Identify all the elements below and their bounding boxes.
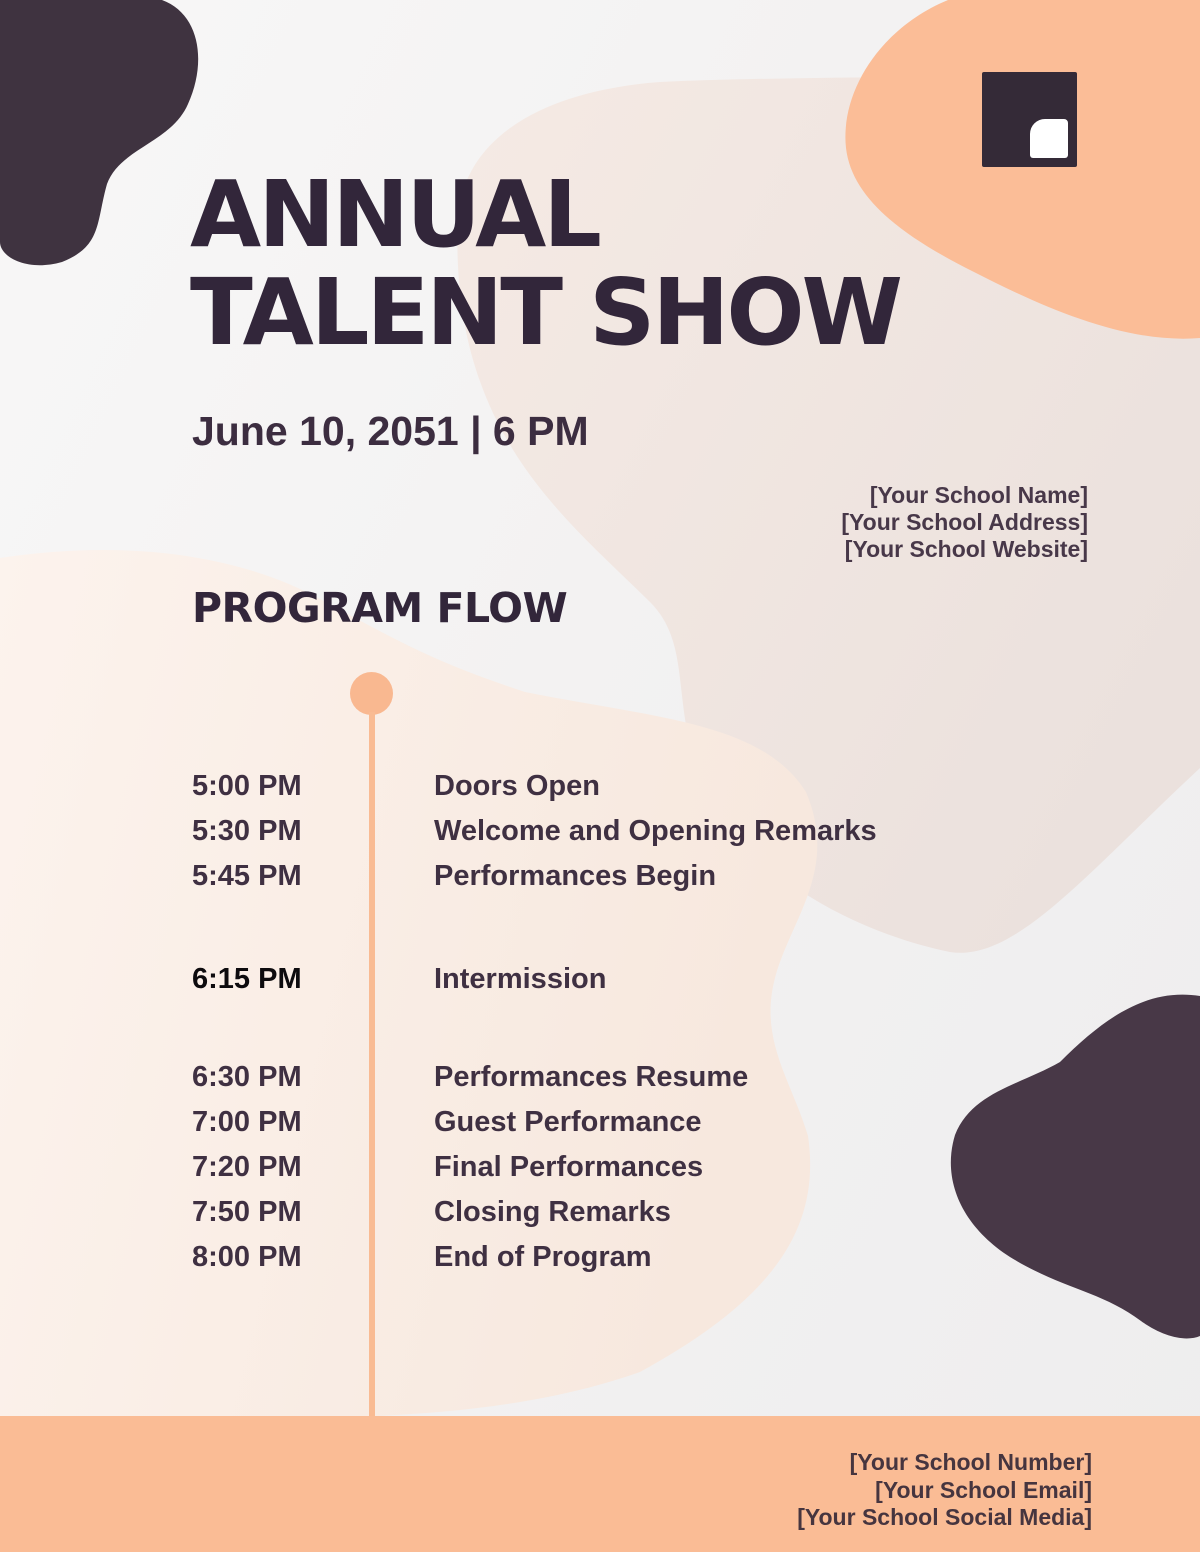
schedule-time: 7:00 PM (192, 1106, 302, 1138)
schedule-event: Intermission (434, 963, 607, 995)
section-heading: PROGRAM FLOW (192, 584, 568, 632)
schedule-row (192, 957, 1052, 1002)
program-schedule (192, 764, 1052, 1280)
schedule-event: Performances Resume (434, 1061, 749, 1093)
schedule-event: Performances Begin (434, 860, 717, 892)
schedule-row (192, 1145, 1052, 1190)
schedule-event: Welcome and Opening Remarks (434, 815, 877, 847)
school-info-block (841, 482, 1088, 563)
schedule-row (192, 1235, 1052, 1280)
schedule-event: Doors Open (434, 770, 600, 802)
schedule-time: 5:00 PM (192, 770, 302, 802)
dark-top-left-blob (0, 0, 198, 265)
footer-bar (0, 1416, 1200, 1552)
schedule-row (192, 764, 1052, 809)
schedule-row (192, 854, 1052, 899)
school-logo (982, 72, 1077, 167)
school-address: [Your School Address] (841, 509, 1088, 535)
schedule-time: 5:30 PM (192, 815, 302, 847)
school-number: [Your School Number] (849, 1449, 1092, 1475)
schedule-time: 5:45 PM (192, 860, 302, 892)
schedule-event: Guest Performance (434, 1106, 702, 1138)
schedule-time: 7:50 PM (192, 1196, 302, 1228)
logo-mark-icon (1030, 119, 1068, 158)
schedule-time: 7:20 PM (192, 1151, 302, 1183)
poster-title-line2: TALENT SHOW (190, 259, 901, 366)
school-name: [Your School Name] (869, 482, 1088, 508)
poster-title (190, 161, 901, 366)
schedule-time: 8:00 PM (192, 1241, 302, 1273)
school-website: [Your School Website] (844, 536, 1088, 562)
schedule-event: Final Performances (434, 1151, 704, 1183)
schedule-row (192, 1055, 1052, 1100)
school-social-media: [Your School Social Media] (797, 1504, 1092, 1530)
schedule-row (192, 1190, 1052, 1235)
timeline-dot (350, 672, 393, 715)
event-datetime: June 10, 2051 | 6 PM (192, 408, 589, 454)
footer-contact-block (797, 1449, 1092, 1532)
schedule-event: Closing Remarks (434, 1196, 671, 1228)
schedule-time: 6:30 PM (192, 1061, 302, 1093)
school-email: [Your School Email] (875, 1476, 1092, 1503)
schedule-row (192, 809, 1052, 854)
schedule-event: End of Program (434, 1241, 652, 1273)
schedule-time: 6:15 PM (192, 963, 302, 995)
poster-title-line1: ANNUAL (190, 161, 599, 268)
schedule-row (192, 1100, 1052, 1145)
